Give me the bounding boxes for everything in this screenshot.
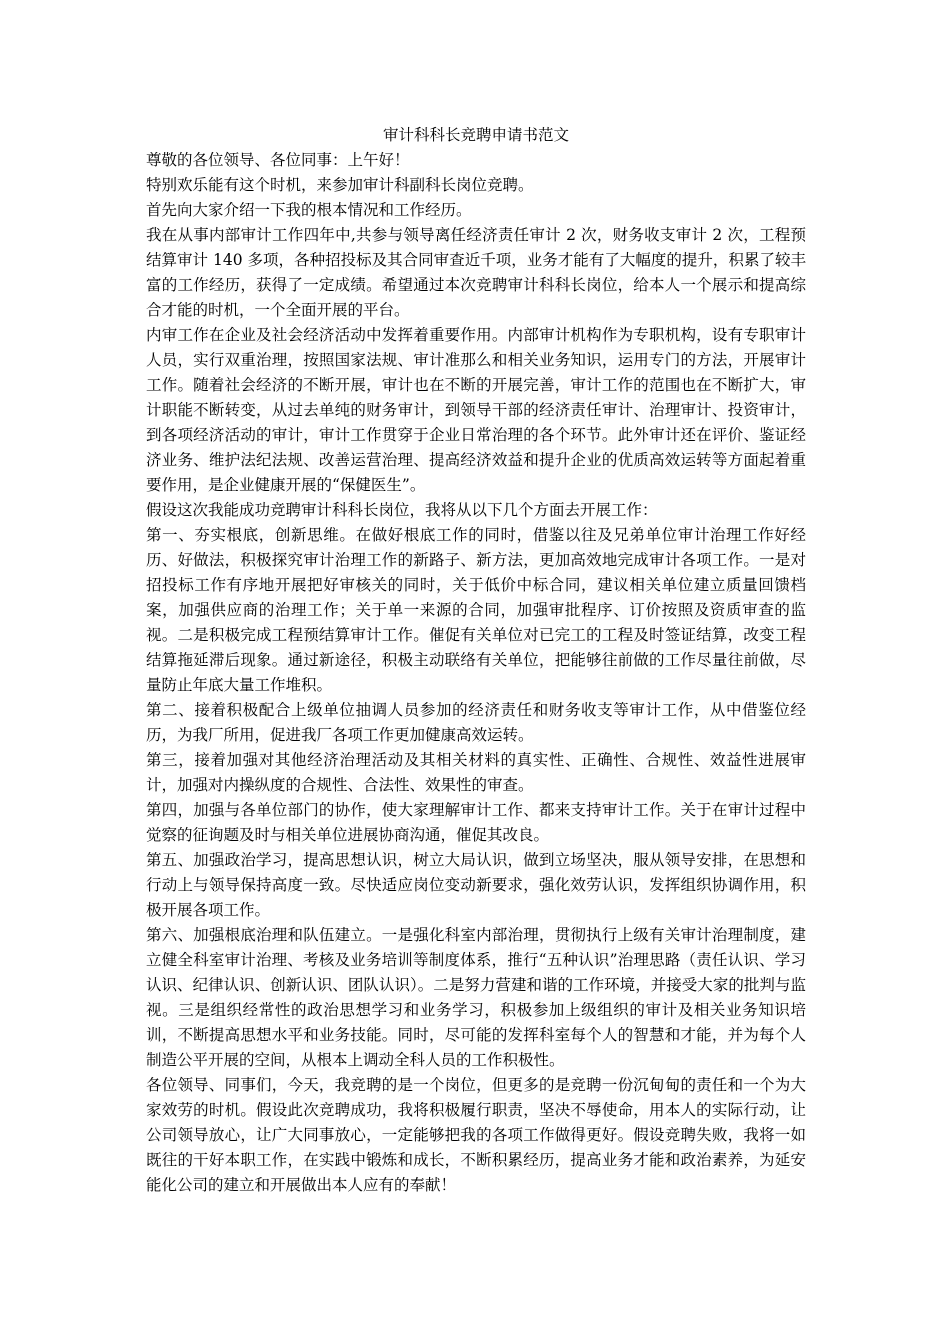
paragraph-intro: 首先向大家介绍一下我的根本情况和工作经历。	[146, 201, 472, 219]
paragraph-plan-3: 第三，接着加强对其他经济治理活动及其相关材料的真实性、正确性、合规性、效益性进展审计，加强对内操纵度的合规性、合法性、效果性的审查。	[146, 751, 806, 794]
document-page	[146, 122, 806, 1198]
paragraph-plan-2: 第二、接着积极配合上级单位抽调人员参加的经济责任和财务收支等审计工作，从中借鉴位经历，为我厂所用，促进我厂各项工作更加健康高效运转。	[146, 701, 806, 744]
paragraph-plan-1: 第一、夯实根底，创新思维。在做好根底工作的同时，借鉴以往及兄弟单位审计治理工作好经历、好做法，积极探究审计治理工作的新路子、新方法，更加高效地完成审计各项工作。一是对招投标工作有序地开展把好审核关的同时，关于低价中标合同，建议相关单位建立质量回馈档案，加强供应商的治理工作；关于单一来源的合同，加强审批程序、订价按照及资质审查的监视。二是积极完成工程预结算审计工作。催促有关单位对已完工的工程及时签证结算，改变工程结算拖延滞后现象。通过新途径，积极主动联络有关单位，把能够往前做的工作尽量往前做，尽量防止年底大量工作堆积。	[146, 526, 806, 694]
paragraph-opening: 特别欢乐能有这个时机，来参加审计科副科长岗位竞聘。	[146, 176, 534, 194]
paragraph-plan-intro: 假设这次我能成功竞聘审计科科长岗位，我将从以下几个方面去开展工作：	[146, 501, 658, 519]
paragraph-greeting: 尊敬的各位领导、各位同事：上午好！	[146, 151, 410, 169]
paragraph-plan-6: 第六、加强根底治理和队伍建立。一是强化科室内部治理，贯彻执行上级有关审计治理制度，建立健全科室审计治理、考核及业务培训等制度体系，推行“五种认识”治理思路（责任认识、学习认识、纪律认识、创新认识、团队认识）。二是努力营建和谐的工作环境，并接受大家的批判与监视。三是组织经常性的政治思想学习和业务学习，积极参加上级组织的审计及相关业务知识培训，不断提高思想水平和业务技能。同时，尽可能的发挥科室每个人的智慧和才能，并为每个人制造公平开展的空间，从根本上调动全科人员的工作积极性。	[146, 926, 806, 1069]
paragraph-closing: 各位领导、同事们，今天，我竞聘的是一个岗位，但更多的是竞聘一份沉甸甸的责任和一个为大家效劳的时机。假设此次竞聘成功，我将积极履行职责，坚决不辱使命，用本人的实际行动，让公司领导放心，让广大同事放心，一定能够把我的各项工作做得更好。假设竞聘失败，我将一如既往的干好本职工作，在实践中锻炼和成长，不断积累经历，提高业务才能和政治素养，为延安能化公司的建立和开展做出本人应有的奉献！	[146, 1076, 806, 1194]
paragraph-plan-4: 第四，加强与各单位部门的协作，使大家理解审计工作、都来支持审计工作。关于在审计过程中觉察的征询题及时与相关单位进展协商沟通，催促其改良。	[146, 801, 806, 844]
paragraph-audit-role: 内审工作在企业及社会经济活动中发挥着重要作用。内部审计机构作为专职机构，设有专职审计人员，实行双重治理，按照国家法规、审计准那么和相关业务知识，运用专门的方法，开展审计工作。随着社会经济的不断开展，审计也在不断的开展完善，审计工作的范围也在不断扩大，审计职能不断转变，从过去单纯的财务审计，到领导干部的经济责任审计、治理审计、投资审计，到各项经济活动的审计，审计工作贯穿于企业日常治理的各个环节。此外审计还在评价、鉴证经济业务、维护法纪法规、改善运营治理、提高经济效益和提升企业的优质高效运转等方面起着重要作用，是企业健康开展的“保健医生”。	[146, 326, 806, 494]
paragraph-plan-5: 第五、加强政治学习，提高思想认识，树立大局认识，做到立场坚决，服从领导安排，在思想和行动上与领导保持高度一致。尽快适应岗位变动新要求，强化效劳认识，发挥组织协调作用，积极开展各项工作。	[146, 851, 806, 919]
document-title: 审计科科长竞聘申请书范文	[382, 126, 569, 144]
paragraph-experience: 我在从事内部审计工作四年中,共参与领导离任经济责任审计 2 次，财务收支审计 2 次，工程预结算审计 140 多项，各种招投标及其合同审查近千项，业务才能有了大幅度的提升，积累了较丰富的工作经历，获得了一定成绩。希望通过本次竞聘审计科科长岗位，给本人一个展示和提高综合才能的时机，一个全面开展的平台。	[146, 226, 806, 319]
